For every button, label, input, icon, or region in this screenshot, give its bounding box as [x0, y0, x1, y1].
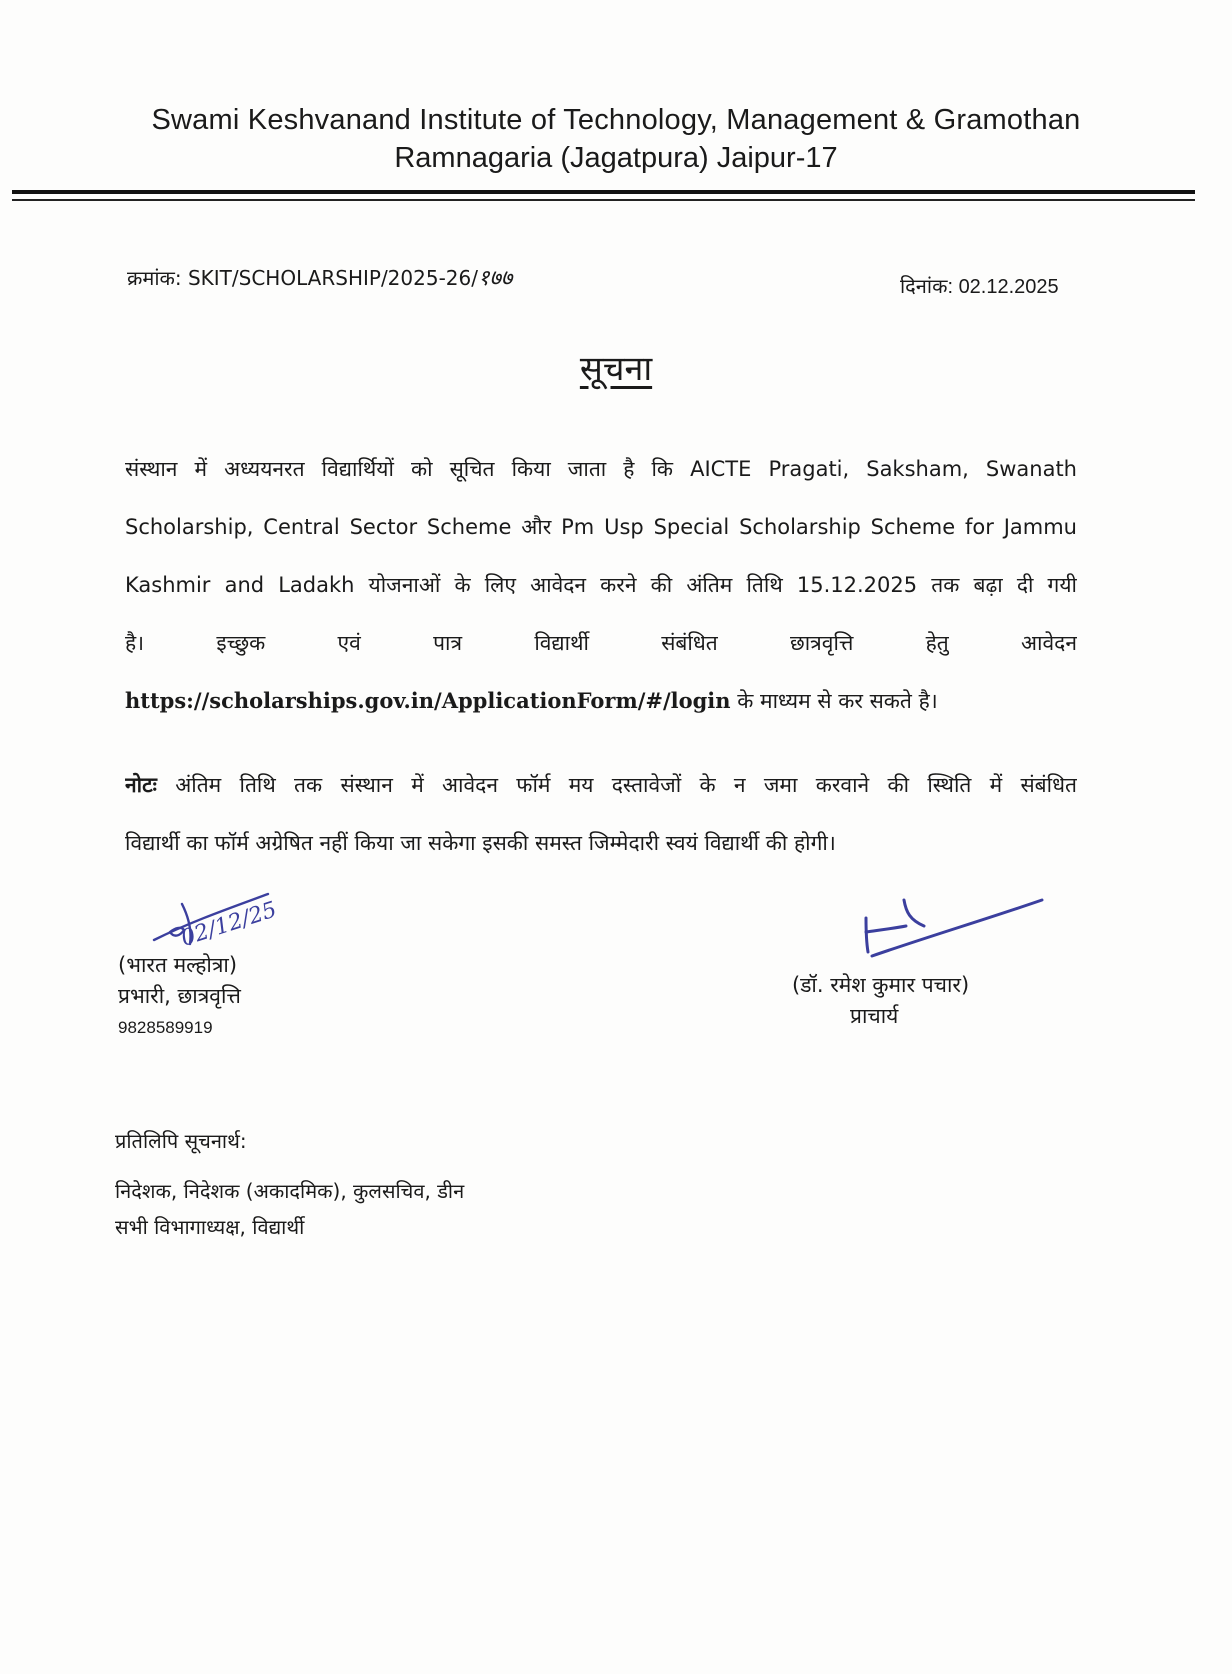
reference-label: क्रमांक: — [127, 266, 182, 290]
body-line: Scholarship, Central Sector Scheme और Pm Usp Special Scholarship Scheme for Jammu — [125, 515, 1077, 539]
right-signature-icon — [866, 900, 1042, 956]
signatory-right — [792, 970, 969, 1032]
left-signature-icon — [154, 894, 280, 952]
date-label: दिनांक: — [900, 276, 953, 298]
signatory-left-designation: प्रभारी, छात्रवृत्ति — [118, 984, 241, 1008]
reference-code: SKIT/SCHOLARSHIP/2025-26/ — [187, 266, 478, 290]
institute-name: Swami Keshvanand Institute of Technology, Management & Gramothan — [151, 104, 1081, 136]
note-text: अंतिम तिथि तक संस्थान में आवेदन फॉर्म मय दस्तावेजों के न जमा करवाने की स्थिति में संबंधित — [156, 773, 1077, 797]
notice-title — [0, 344, 1232, 390]
body-line-suffix: के माध्यम से कर सकते है। — [730, 689, 938, 713]
body-line — [125, 672, 1077, 730]
copy-to-line: निदेशक, निदेशक (अकादमिक), कुलसचिव, डीन — [115, 1179, 465, 1203]
notice-note — [125, 756, 1077, 872]
signatory-right-name: (डॉ. रमेश कुमार पचार) — [792, 973, 970, 997]
copy-to-heading: प्रतिलिपि सूचनार्थ: — [115, 1129, 247, 1153]
notice-title-text: सूचना — [579, 349, 653, 389]
institute-address: Ramnagaria (Jagatpura) Jaipur-17 — [394, 142, 838, 174]
scholarship-portal-link[interactable]: https://scholarships.gov.in/ApplicationForm/#/login — [125, 688, 731, 713]
copy-to-line: सभी विभागाध्यक्ष, विद्यार्थी — [115, 1215, 305, 1239]
body-line: Kashmir and Ladakh योजनाओं के लिए आवेदन करने की अंतिम तिथि 15.12.2025 तक बढ़ा दी गयी — [125, 573, 1077, 597]
signatory-left — [118, 950, 241, 1043]
copy-to-section — [115, 1123, 464, 1245]
signatory-left-phone: 9828589919 — [118, 1018, 213, 1037]
date-value: 02.12.2025 — [958, 276, 1059, 298]
header-divider-thin — [12, 199, 1195, 201]
reference-number — [127, 262, 512, 292]
body-line: संस्थान में अध्ययनरत विद्यार्थियों को सूचित किया जाता है कि AICTE Pragati, Saksham, Swanath — [125, 457, 1077, 481]
notice-body — [125, 440, 1077, 730]
notice-date — [900, 272, 1059, 299]
signatory-right-designation: प्राचार्य — [850, 1004, 899, 1028]
note-line: विद्यार्थी का फॉर्म अग्रेषित नहीं किया जा सकेगा इसकी समस्त जिम्मेदारी स्वयं विद्यार्थी की होगी। — [125, 831, 836, 855]
note-label: नोटः — [125, 773, 157, 797]
body-line: है। इच्छुक एवं पात्र विद्यार्थी संबंधित छात्रवृत्ति हेतु आवेदन — [125, 631, 1077, 655]
reference-handwritten-number: १७७ — [478, 266, 513, 291]
handwritten-date: 02/12/25 — [178, 897, 280, 952]
header-divider-thick — [12, 190, 1195, 194]
note-line — [125, 756, 1077, 814]
signatory-left-name: (भारत मल्होत्रा) — [118, 953, 238, 977]
